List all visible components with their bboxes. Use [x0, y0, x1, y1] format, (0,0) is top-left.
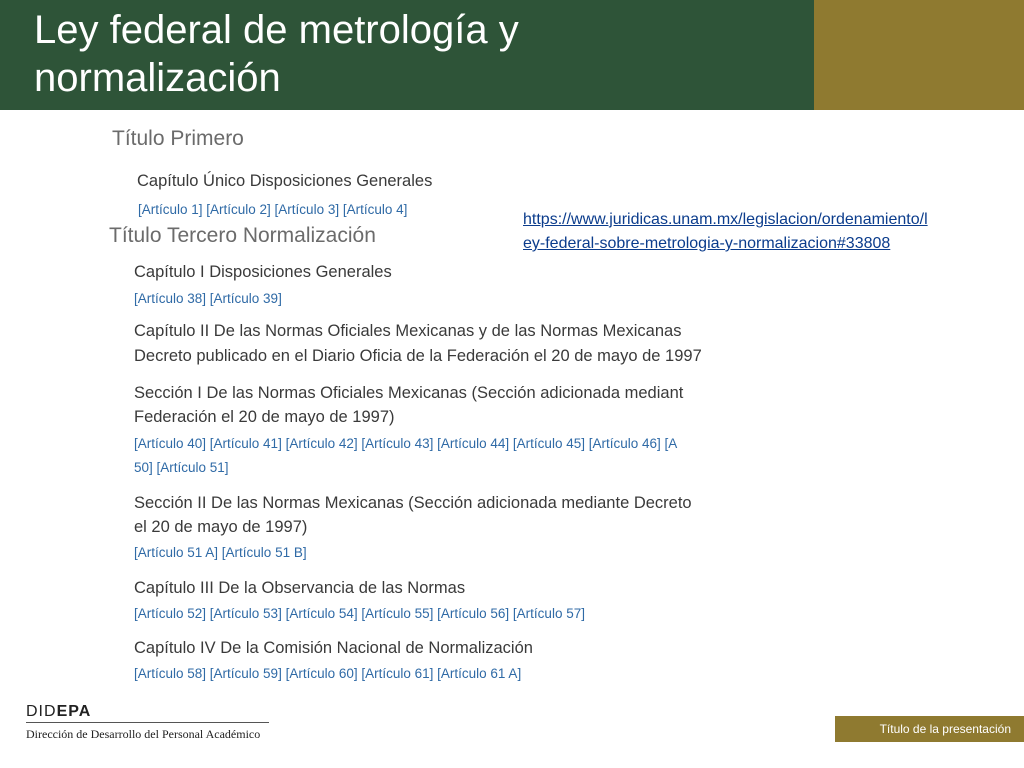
article-links[interactable]: [Artículo 38] [Artículo 39]	[134, 291, 282, 306]
capitulo-ii-heading-line-1: Capítulo II De las Normas Oficiales Mexicanas y de las Normas Mexicanas	[134, 322, 682, 340]
logo-wordmark-prefix: DID	[26, 703, 57, 720]
seccion-ii-heading-line-2: el 20 de mayo de 1997)	[134, 518, 308, 536]
titulo-tercero-heading: Título Tercero Normalización	[109, 224, 376, 247]
source-url-line-2[interactable]: ey-federal-sobre-metrologia-y-normalizacion#33808	[523, 235, 891, 252]
source-url-link[interactable]	[523, 208, 1013, 256]
capitulo-unico-article-links[interactable]	[138, 202, 407, 217]
article-links[interactable]: 50] [Artículo 51]	[134, 460, 229, 475]
presentation-title-label: Título de la presentación	[879, 722, 1011, 736]
capitulo-iv-article-links[interactable]	[134, 666, 521, 681]
seccion-i-heading-line-1: Sección I De las Normas Oficiales Mexicanas (Sección adicionada mediant	[134, 384, 684, 402]
didepa-logo	[26, 703, 261, 741]
law-index-screenshot	[95, 118, 723, 690]
capitulo-iii-heading: Capítulo III De la Observancia de las Normas	[134, 579, 466, 597]
logo-wordmark	[26, 703, 91, 721]
logo-subtitle: Dirección de Desarrollo del Personal Académico	[26, 727, 261, 741]
capitulo-i-heading: Capítulo I Disposiciones Generales	[134, 263, 392, 281]
logo-wordmark-bold: EPA	[56, 703, 92, 720]
article-links[interactable]: [Artículo 51 A] [Artículo 51 B]	[134, 545, 307, 560]
title-accent-block	[814, 0, 1024, 110]
seccion-i-article-links-line-1[interactable]	[134, 436, 677, 451]
seccion-i-heading-line-2: Federación el 20 de mayo de 1997)	[134, 408, 395, 426]
seccion-i-article-links-line-2[interactable]	[134, 460, 229, 475]
article-links[interactable]: [Artículo 40] [Artículo 41] [Artículo 42] [Artículo 43] [Artículo 44] [Artículo 45] [Artículo 46] [A	[134, 436, 678, 451]
capitulo-unico-heading: Capítulo Único Disposiciones Generales	[137, 172, 433, 190]
capitulo-iv-heading: Capítulo IV De la Comisión Nacional de Normalización	[134, 639, 533, 657]
article-links[interactable]: [Artículo 52] [Artículo 53] [Artículo 54] [Artículo 55] [Artículo 56] [Artículo 57]	[134, 606, 585, 621]
slide-title-line-2: normalización	[34, 56, 281, 100]
titulo-primero-heading: Título Primero	[112, 127, 244, 150]
capitulo-i-article-links[interactable]	[134, 291, 282, 306]
article-links[interactable]: [Artículo 1] [Artículo 2] [Artículo 3] [Artículo 4]	[138, 202, 408, 217]
slide-title	[34, 6, 794, 102]
article-links[interactable]: [Artículo 58] [Artículo 59] [Artículo 60] [Artículo 61] [Artículo 61 A]	[134, 666, 522, 681]
capitulo-ii-heading-line-2: Decreto publicado en el Diario Oficia de la Federación el 20 de mayo de 1997	[134, 347, 702, 365]
source-url-line-1[interactable]: https://www.juridicas.unam.mx/legislacion/ordenamiento/l	[523, 211, 928, 228]
seccion-ii-article-links[interactable]	[134, 545, 307, 560]
slide-title-line-1: Ley federal de metrología y	[34, 8, 519, 52]
logo-divider	[26, 722, 269, 723]
seccion-ii-heading-line-1: Sección II De las Normas Mexicanas (Sección adicionada mediante Decreto	[134, 494, 692, 512]
capitulo-iii-article-links[interactable]	[134, 606, 585, 621]
